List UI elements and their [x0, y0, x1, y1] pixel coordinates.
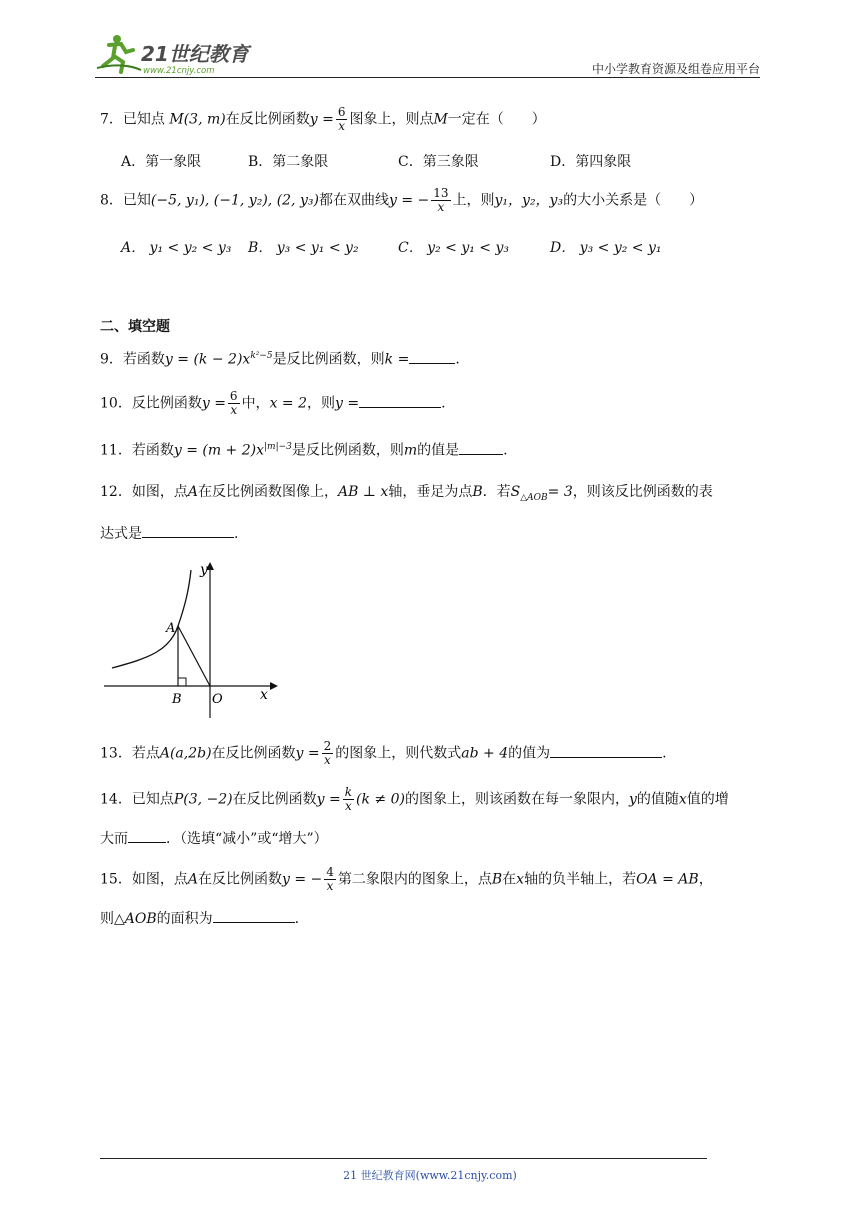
fraction: $\frac{6}{x}$ — [337, 105, 346, 133]
answer-blank[interactable] — [550, 743, 662, 758]
header-divider — [95, 77, 760, 78]
runner-icon — [97, 35, 141, 72]
math-point: M(3, m) — [169, 111, 226, 128]
q7-option-c[interactable]: C．第三象限 — [398, 154, 479, 170]
point-b-label: B — [172, 692, 182, 707]
question-7: 7．已知点 M(3, m)在反比例函数y = $\frac{6}{x}$ 图象上，则点M一定在（ ） — [100, 105, 546, 133]
q8-option-a[interactable]: A． y₁ < y₂ < y₃ — [121, 240, 232, 256]
q8-option-d[interactable]: D． y₃ < y₂ < y₁ — [550, 240, 662, 256]
q7-option-b[interactable]: B．第二象限 — [248, 154, 329, 170]
point-a-label: A — [166, 621, 176, 636]
fraction: $\frac{6}{x}$ — [229, 389, 238, 417]
question-12-line2: 达式是 . — [100, 523, 238, 544]
math-points: (−5, y₁), (−1, y₂), (2, y₃) — [150, 192, 319, 209]
question-8: 8．已知(−5, y₁), (−1, y₂), (2, y₃)都在双曲线y = − $\frac{13}{x}$ 上，则y₁，y₂，y₃的大小关系是（ ） — [100, 186, 704, 214]
question-9: 9．若函数$y = (k - 2)x^{k^2-5}$是反比例函数，则k = . — [100, 346, 460, 370]
question-11: 11．若函数$y = (m + 2)x^{|m|-3}$是反比例函数，则m的值是 . — [100, 437, 508, 461]
section-title: 二、填空题 — [100, 319, 170, 335]
question-13: 13．若点A(a,2b)在反比例函数y = $\frac{2}{x}$ 的图象上，则代数式ab + 4的值为 . — [100, 739, 667, 767]
footer-text: 21 世纪教育网(www.21cnjy.com) — [343, 1169, 517, 1182]
q-number: 8． — [100, 192, 123, 209]
origin-label: O — [212, 692, 223, 707]
question-15: 15．如图，点A在反比例函数y = − $\frac{4}{x}$ 第二象限内的图象上，点B在x轴的负半轴上，若OA = AB， — [100, 865, 713, 893]
site-logo — [93, 32, 263, 76]
answer-blank[interactable] — [142, 523, 234, 538]
question-14-line2: 大而 ．（选填“减小”或“增大”） — [100, 828, 328, 849]
hyperbola-curve — [112, 570, 191, 668]
question-15-line2: 则△AOB的面积为 . — [100, 908, 299, 929]
answer-blank[interactable] — [128, 828, 166, 843]
answer-blank[interactable] — [213, 908, 295, 923]
q-number: 7． — [100, 111, 123, 128]
hyperbola-figure — [100, 558, 280, 720]
footer-divider — [100, 1158, 707, 1159]
answer-blank[interactable] — [409, 349, 455, 364]
question-12: 12．如图，点A在反比例函数图像上，AB ⊥ x轴，垂足为点B．若$S_{\triangle AOB}= 3$，则该反比例函数的表 — [100, 484, 713, 503]
q8-option-b[interactable]: B． y₃ < y₁ < y₂ — [248, 240, 359, 256]
answer-blank[interactable] — [459, 440, 503, 455]
fraction: $\frac{13}{x}$ — [433, 186, 449, 214]
segment-ao — [178, 626, 210, 686]
header-platform-text: 中小学教育资源及组卷应用平台 — [591, 62, 760, 76]
question-14: 14．已知点P(3, −2)在反比例函数y = $\frac{k}{x}$ (k ≠ 0)的图象上，则该函数在每一象限内，y的值随x值的增 — [100, 785, 729, 813]
x-axis-arrow — [270, 682, 278, 690]
q8-option-c[interactable]: C． y₂ < y₁ < y₃ — [398, 240, 509, 256]
answer-blank[interactable] — [359, 393, 441, 408]
x-label: x — [260, 687, 268, 703]
fraction: $\frac{4}{x}$ — [326, 865, 334, 893]
fraction: $\frac{k}{x}$ — [344, 785, 352, 813]
y-label: y — [200, 562, 208, 578]
question-10: 10．反比例函数y = $\frac{6}{x}$ 中，x = 2，则y = . — [100, 389, 446, 417]
right-angle-mark — [178, 678, 186, 686]
fraction: $\frac{2}{x}$ — [323, 739, 332, 767]
q7-option-d[interactable]: D．第四象限 — [550, 154, 632, 170]
q7-option-a[interactable]: A．第一象限 — [121, 154, 202, 170]
logo-text: 21世纪教育 — [141, 42, 249, 66]
logo-url: www.21cnjy.com — [143, 66, 215, 76]
